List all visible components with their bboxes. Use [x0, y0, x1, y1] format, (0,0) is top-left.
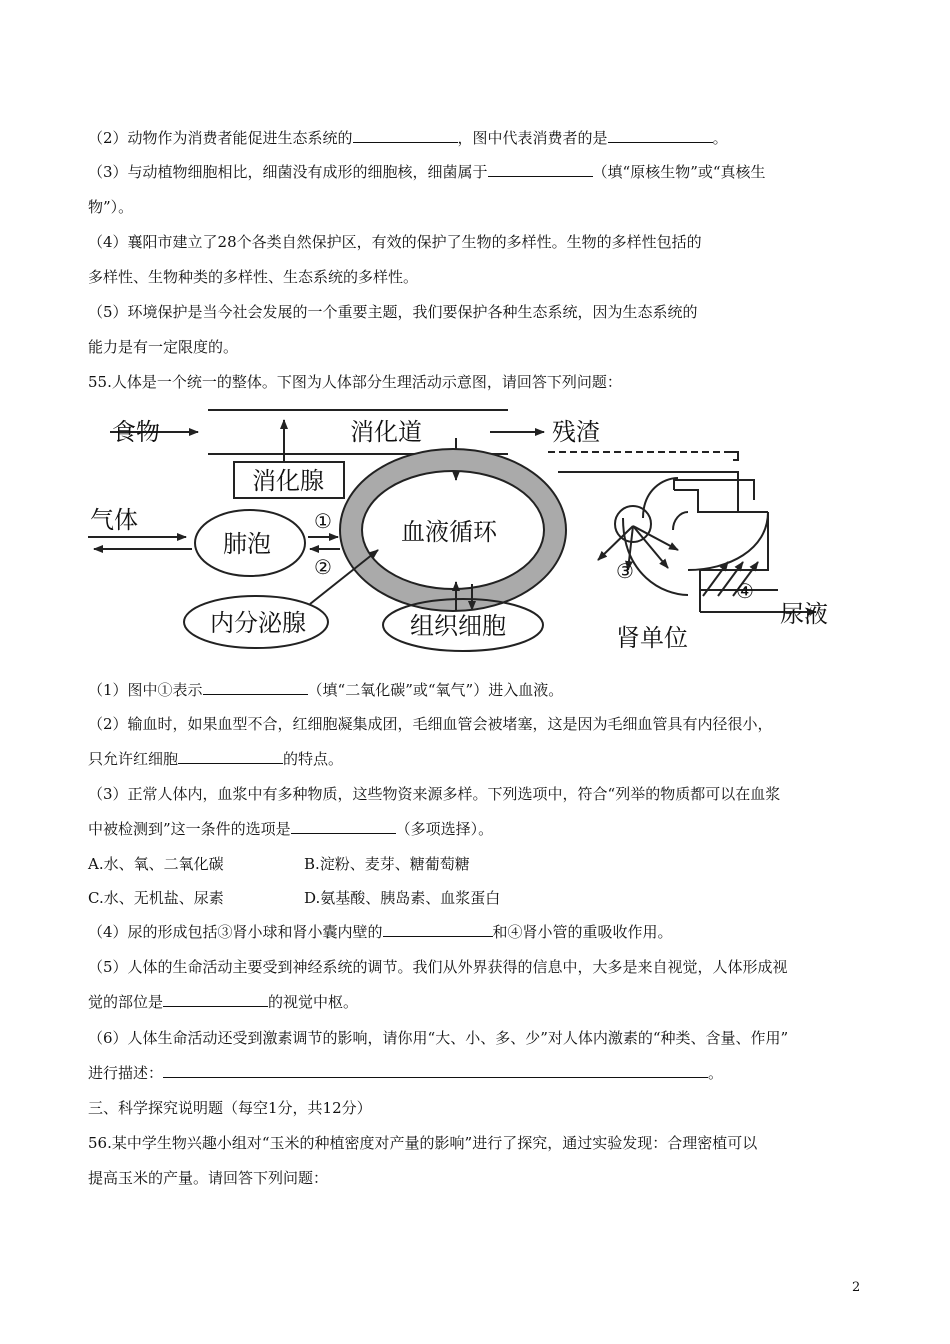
tract-label: 消化道 [350, 418, 422, 446]
answer-blank[interactable] [608, 128, 713, 143]
alveoli-label: 肺泡 [223, 530, 271, 558]
option-b: B.淀粉、麦芽、糖葡萄糖 [304, 855, 470, 873]
q55-part2: （2）输血时，如果血型不合，红细胞凝集成团，毛细血管会被堵塞，这是因为毛细血管具有内径很小， [88, 715, 773, 733]
q54-part3: （3）与动植物细胞相比，细菌没有成形的细胞核，细菌属于 （填“原核生物”或“真核生 [88, 163, 766, 181]
answer-blank[interactable] [488, 162, 593, 177]
capsule-inner [673, 512, 688, 530]
option-d: D.氨基酸、胰岛素、血浆蛋白 [304, 889, 501, 907]
answer-blank[interactable] [178, 749, 283, 764]
page-number: 2 [852, 1280, 861, 1295]
marker-4: ④ [736, 579, 754, 603]
blood-label: 血液循环 [401, 518, 497, 546]
q56-text-cont: 提高玉米的产量。请回答下列问题： [88, 1169, 329, 1187]
glomerulus [615, 506, 651, 542]
answer-blank[interactable] [203, 680, 308, 695]
q55-part4: （4）尿的形成包括③肾小球和肾小囊内壁的 和④肾小管的重吸收作用。 [88, 923, 673, 941]
q55-part1: （1）图中①表示 （填“二氧化碳”或“氧气”）进入血液。 [88, 681, 564, 699]
q55-part5: （5）人体的生命活动主要受到神经系统的调节。我们从外界获得的信息中，大多是来自视觉，人体形成视 [88, 958, 788, 976]
marker-1: ① [314, 509, 332, 533]
q55-part3-cont: 中被检测到”这一条件的选项是 （多项选择）。 [88, 820, 494, 838]
option-c: C.水、无机盐、尿素 [88, 889, 224, 907]
food-label: 食物 [112, 418, 160, 446]
marker-2: ② [314, 555, 332, 579]
answer-blank[interactable] [353, 128, 458, 143]
q55-part6: （6）人体生命活动还受到激素调节的影响，请你用“大、小、多、少”对人体内激素的“种类、含量、作用” [88, 1029, 789, 1047]
marker-3: ③ [616, 559, 634, 583]
nephron-label: 肾单位 [616, 624, 688, 652]
vessel-end [728, 452, 738, 460]
filtration-arrow-4 [633, 526, 678, 550]
physiology-diagram [88, 400, 848, 662]
answer-blank[interactable] [163, 1063, 708, 1078]
q54-part3-cont: 物”）。 [88, 198, 134, 216]
nephron-tubule [558, 472, 738, 512]
q54-part5-cont: 能力是有一定限度的。 [88, 338, 239, 356]
q55-part5-cont: 觉的部位是 的视觉中枢。 [88, 993, 359, 1011]
tissue-label: 组织细胞 [410, 612, 506, 640]
filtration-arrow-3 [633, 526, 668, 568]
capsule-left [643, 478, 678, 518]
q54-part4: （4）襄阳市建立了28个各类自然保护区，有效的保护了生物的多样性。生物的多样性包括的 [88, 233, 702, 251]
endocrine-label: 内分泌腺 [210, 609, 306, 637]
q55-intro: 55.人体是一个统一的整体。下图为人体部分生理活动示意图，请回答下列问题： [88, 373, 622, 391]
residue-label: 残渣 [552, 418, 600, 446]
q56-text: 56.某中学生物兴趣小组对“玉米的种植密度对产量的影响”进行了探究，通过实验发现：合理密植可以 [88, 1134, 758, 1152]
q54-part5: （5）环境保护是当今社会发展的一个重要主题，我们要保护各种生态系统，因为生态系统的 [88, 303, 698, 321]
answer-blank[interactable] [383, 922, 493, 937]
q54-part2: （2）动物作为消费者能促进生态系统的 ，图中代表消费者的是 。 [88, 129, 728, 147]
q55-part3: （3）正常人体内，血浆中有多种物质，这些物资来源多样。下列选项中，符合“列举的物质都可以在血浆 [88, 785, 781, 803]
q54-part4-cont: 多样性、生物种类的多样性、生态系统的多样性。 [88, 268, 419, 286]
gas-label: 气体 [90, 506, 138, 534]
gland-label: 消化腺 [252, 467, 324, 495]
answer-blank[interactable] [163, 992, 268, 1007]
section-3-heading: 三、科学探究说明题（每空1分，共12分） [88, 1099, 372, 1117]
q55-part2-cont: 只允许红细胞 的特点。 [88, 750, 344, 768]
urine-label: 尿液 [780, 600, 828, 628]
q55-part6-cont: 进行描述： 。 [88, 1064, 724, 1082]
option-a: A.水、氧、二氧化碳 [88, 855, 224, 873]
answer-blank[interactable] [291, 819, 396, 834]
